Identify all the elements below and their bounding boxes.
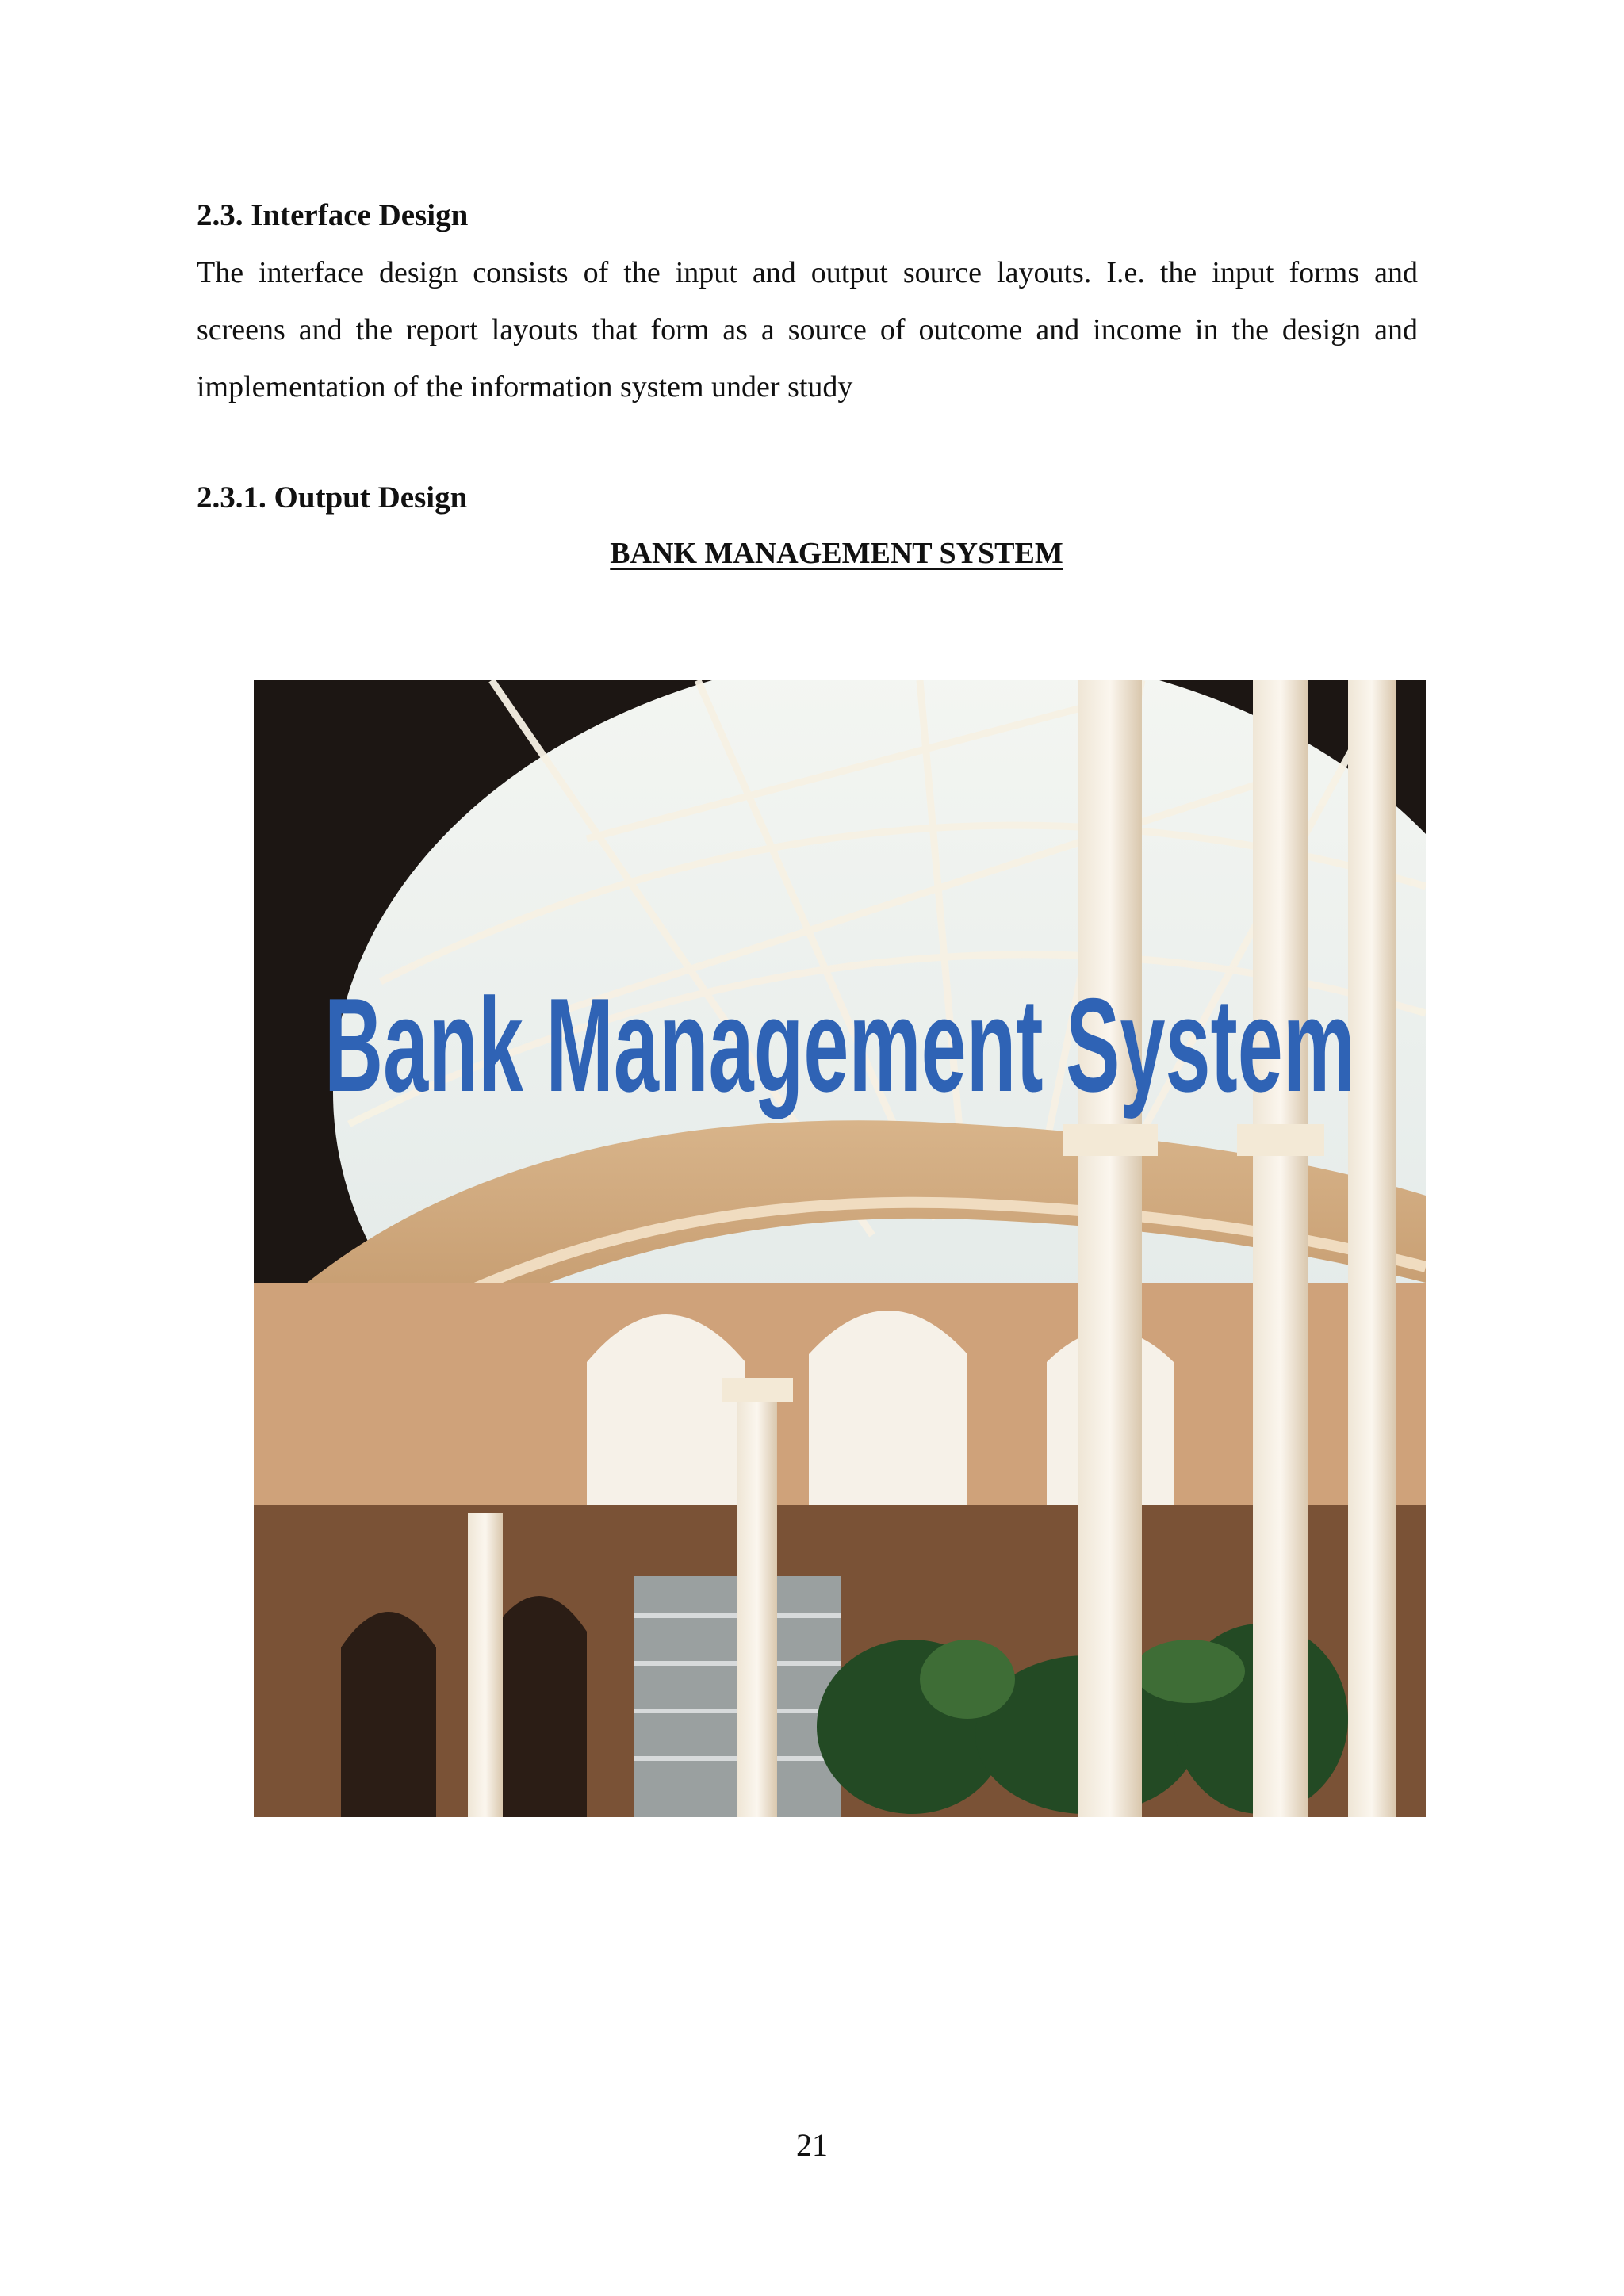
paragraph-line-2: screens and the report layouts that form as a source of outcome and income in the design and — [197, 313, 1418, 346]
section-heading-output-design: 2.3.1. Output Design — [197, 480, 468, 515]
section-heading-interface-design: 2.3. Interface Design — [197, 198, 469, 232]
architecture-photo-icon — [254, 680, 1426, 1817]
figure-overlay-title: Bank Management System — [324, 970, 1355, 1119]
interface-design-paragraph — [197, 244, 1418, 415]
document-title: BANK MANAGEMENT SYSTEM — [610, 537, 1063, 570]
bank-management-system-figure — [254, 680, 1426, 1817]
paragraph-line-1: The interface design consists of the input and output source layouts. I.e. the input forms and — [197, 256, 1418, 289]
paragraph-line-3: implementation of the information system under study — [197, 370, 853, 404]
page-number: 21 — [796, 2127, 828, 2163]
